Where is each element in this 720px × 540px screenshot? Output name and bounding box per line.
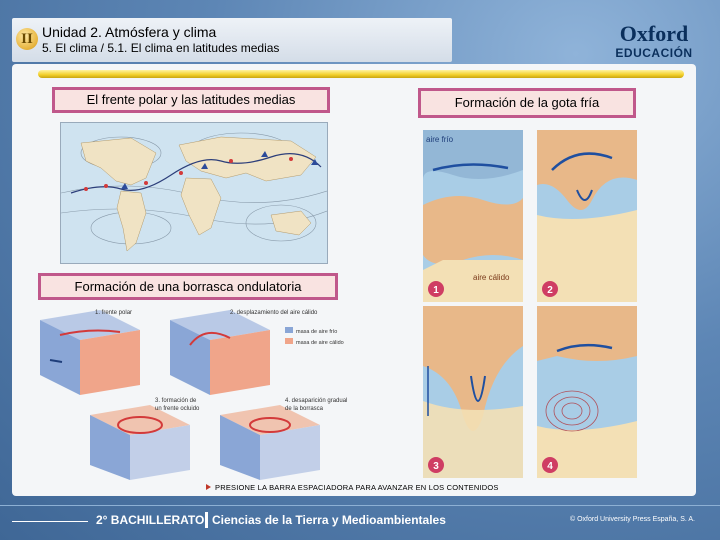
gota-step-1: 1 [433,285,439,296]
label-aire-frio: aire frío [426,135,454,144]
label-borrasca[interactable]: Formación de una borrasca ondulatoria [38,273,338,300]
divider-bar [38,70,684,78]
step-1-label: 1. frente polar [95,310,133,316]
gota-fria-map-1-svg [423,130,523,302]
footer-separator [205,512,208,528]
block-1 [40,310,140,395]
gota-fria-map-4-svg [537,306,637,478]
world-map-svg [61,123,327,263]
gota-fria-map-3 [423,306,523,478]
step-3-label-1: 3. formación de [155,398,197,404]
step-3-label-2: un frente ocluido [155,406,200,412]
legend-warm-swatch [285,338,293,344]
footer-subject: Ciencias de la Tierra y Medioambientales [212,513,446,527]
instruction-text [206,483,499,492]
borrasca-diagram-svg [30,300,360,486]
step-4-label-1: 4. desaparición gradual [285,398,348,404]
instruction-label: PRESIONE LA BARRA ESPACIADORA PARA AVANZAR EN LOS CONTENIDOS [215,483,499,492]
legend-cold-label: masa de aire frío [296,329,338,335]
block-3 [90,405,190,480]
footer-copyright: © Oxford University Press España, S. A. [570,516,695,523]
world-map-image [60,122,328,264]
gota-step-4: 4 [547,461,553,472]
unit-badge: II [16,28,38,50]
block-2 [170,310,270,395]
page-title: Unidad 2. Atmósfera y clima [42,24,217,40]
step-2-label: 2. desplazamiento del aire cálido [230,310,318,316]
play-arrow-icon [206,484,211,490]
oxford-logo [612,22,696,60]
step-4-label-2: de la borrasca [285,406,324,412]
footer-divider [0,505,720,506]
gota-step-3: 3 [433,461,439,472]
block-4 [220,405,320,480]
breadcrumb: 5. El clima / 5.1. El clima en latitudes medias [42,41,280,55]
legend-warm-label: masa de aire cálido [296,340,344,346]
gota-fria-map-1 [423,130,523,302]
footer-rule [12,521,88,522]
gota-fria-map-4 [537,306,637,478]
gota-fria-map-2 [537,130,637,302]
footer-course: 2° BACHILLERATO [96,513,205,527]
legend-cold-swatch [285,327,293,333]
label-gota-fria[interactable]: Formación de la gota fría [418,88,636,118]
borrasca-diagram [30,300,360,486]
gota-fria-map-3-svg [423,306,523,478]
label-aire-calido: aire cálido [473,273,510,282]
label-frente-polar[interactable]: El frente polar y las latitudes medias [52,87,330,113]
gota-fria-map-2-svg [537,130,637,302]
gota-step-2: 2 [547,285,553,296]
logo-tagline: EDUCACIÓN [615,46,693,60]
logo-name: Oxford [619,21,689,46]
